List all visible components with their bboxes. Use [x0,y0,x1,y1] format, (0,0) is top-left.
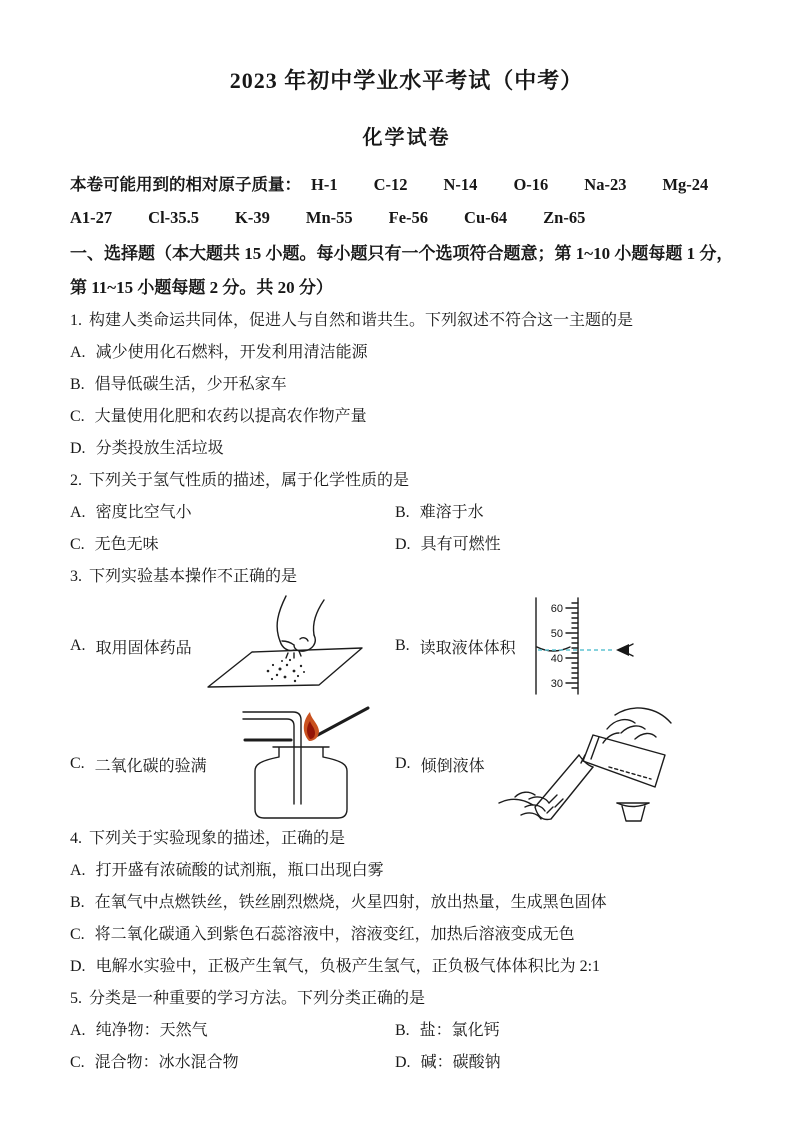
question-number: 1. [70,312,82,329]
atomic-mass-line-2 [70,201,743,234]
atomic-mass-value: Zn-65 [543,208,586,227]
minor-ticks [572,603,578,688]
atomic-mass-value: Fe-56 [388,208,429,227]
atomic-mass-value: Na-23 [584,175,627,194]
atomic-mass-value: O-16 [513,175,549,194]
major-ticks [566,608,578,683]
option-label: A. [70,344,86,361]
question-4-option-a [70,855,743,887]
option-label: D. [70,958,86,975]
eye-icon [616,644,629,656]
option-text: 倾倒液体 [420,757,485,775]
question-4-option-c [70,919,743,951]
option-text: 具有可燃性 [420,536,501,553]
exam-subtitle: 化学试卷 [362,127,451,149]
question-1-option-b [70,369,743,401]
question-text: 下列关于氢气性质的描述，属于化学性质的是 [89,472,410,489]
question-2-option-c [70,529,395,561]
option-label: A. [70,504,86,521]
liquid-in-tube [547,795,563,813]
atomic-mass-value: K-39 [235,208,270,227]
option-label: D. [395,536,411,553]
eye-lashes [629,644,633,656]
option-label: B. [395,637,410,654]
question-3-figure-row-1 [70,593,743,699]
option-label: B. [70,894,85,911]
option-label: C. [70,1054,85,1071]
atomic-mass-value: Cu-64 [464,208,508,227]
powder-specks [266,659,304,682]
question-2-option-b [395,497,743,529]
option-text: 难溶于水 [419,504,484,521]
question-4-option-b [70,887,743,919]
pouring-liquid-figure [495,699,683,829]
atomic-mass-value: H-1 [311,175,338,194]
solid-sample-figure [202,595,374,697]
question-5-options [70,1015,743,1079]
option-text: 盐：氯化钙 [419,1022,500,1039]
option-text: 倡导低碳生活，少开私家车 [94,376,287,393]
question-1 [70,305,743,337]
bottle-neck-line [591,737,599,759]
scale-label: 40 [550,653,563,665]
gas-tube-inner [243,719,294,804]
question-3-option-b [395,596,743,696]
option-label: C. [70,408,85,425]
reagent-bottle [583,735,665,787]
atomic-mass-value: N-14 [443,175,478,194]
question-1-option-c [70,401,743,433]
option-text: 减少使用化石燃料，开发利用清洁能源 [95,344,368,361]
option-label: D. [395,755,411,772]
question-text: 分类是一种重要的学习方法。下列分类正确的是 [89,990,426,1007]
question-3-option-d [395,699,743,829]
question-text: 构建人类命运共同体，促进人与自然和谐共生。下列叙述不符合这一主题的是 [89,312,634,329]
option-text: 打开盛有浓硫酸的试剂瓶，瓶口出现白雾 [95,862,384,879]
option-label: C. [70,536,85,553]
question-2-option-d [395,529,743,561]
atomic-mass-value: C-12 [373,175,408,194]
option-label: A. [70,1022,86,1039]
option-text: 读取液体体积 [419,639,516,657]
paper-sheet [208,648,362,687]
atomic-mass-values-1 [301,175,708,194]
option-text: 密度比空气小 [95,504,192,521]
question-2-option-a [70,497,395,529]
option-label: B. [395,504,410,521]
option-text: 二氧化碳的验满 [94,757,207,775]
atomic-mass-values-2 [70,208,585,227]
question-text: 下列实验基本操作不正确的是 [89,568,298,585]
scale-label: 30 [550,678,563,690]
scale-label: 50 [550,628,563,640]
option-label: B. [395,1022,410,1039]
question-4-option-d [70,951,743,983]
option-text: 无色无味 [94,536,159,553]
option-text: 电解水实验中，正极产生氧气，负极产生氢气，正负极气体体积比为 2:1 [95,958,601,975]
atomic-mass-value: Mg-24 [662,175,709,194]
question-number: 4. [70,830,82,847]
option-text: 在氧气中点燃铁丝，铁丝剧烈燃烧，火星四射，放出热量，生成黑色固体 [94,894,607,911]
atomic-mass-value: Cl-35.5 [148,208,200,227]
holding-hand-icon [499,792,549,819]
question-5-option-a [70,1015,395,1047]
question-5-option-d [395,1047,743,1079]
option-text: 将二氧化碳通入到紫色石蕊溶液中，溶液变红，加热后溶液变成无色 [94,926,575,943]
stopper-icon [617,803,649,821]
option-label: C. [70,755,85,772]
question-2 [70,465,743,497]
test-tube-mouth [579,755,593,767]
option-text: 分类投放生活垃圾 [95,440,224,457]
question-text: 下列关于实验现象的描述，正确的是 [89,830,346,847]
question-2-options [70,497,743,561]
option-label: A. [70,862,86,879]
atomic-mass-value: Mn-55 [305,208,353,227]
option-text: 取用固体药品 [95,639,192,657]
question-3-option-a [70,595,395,697]
atomic-mass-line-1 [70,168,743,201]
question-number: 2. [70,472,82,489]
cylinder-reading-figure [526,596,634,696]
question-1-option-a [70,337,743,369]
pouring-hand-icon [603,708,671,743]
atomic-mass-value: A1-27 [70,208,113,227]
option-label: C. [70,926,85,943]
option-label: D. [395,1054,411,1071]
question-3 [70,561,743,593]
option-text: 碱：碳酸钠 [420,1054,501,1071]
exam-title: 2023 年初中学业水平考试（中考） [229,68,584,93]
question-number: 5. [70,990,82,1007]
section-heading: 一、选择题（本大题共 15 小题。每小题只有一个选项符合题意；第 1~10 小题每题 1 分，第 11~15 小题每题 2 分。共 20 分） [70,244,734,297]
question-5-option-b [395,1015,743,1047]
option-label: B. [70,376,85,393]
option-label: D. [70,440,86,457]
option-text: 混合物：冰水混合物 [94,1054,239,1071]
atomic-mass-label: 本卷可能用到的相对原子质量： [70,175,301,194]
question-number: 3. [70,568,82,585]
question-3-figure-row-2 [70,699,743,823]
question-1-option-d [70,433,743,465]
co2-full-test-figure [217,705,372,823]
option-text: 纯净物：天然气 [95,1022,208,1039]
question-5-option-c [70,1047,395,1079]
question-3-option-c [70,705,395,823]
option-label: A. [70,637,86,654]
option-text: 大量使用化肥和农药以提高农作物产量 [94,408,367,425]
scale-label: 60 [550,603,563,615]
wood-splint [314,708,368,737]
hand-icon [277,596,324,658]
question-5 [70,983,743,1015]
